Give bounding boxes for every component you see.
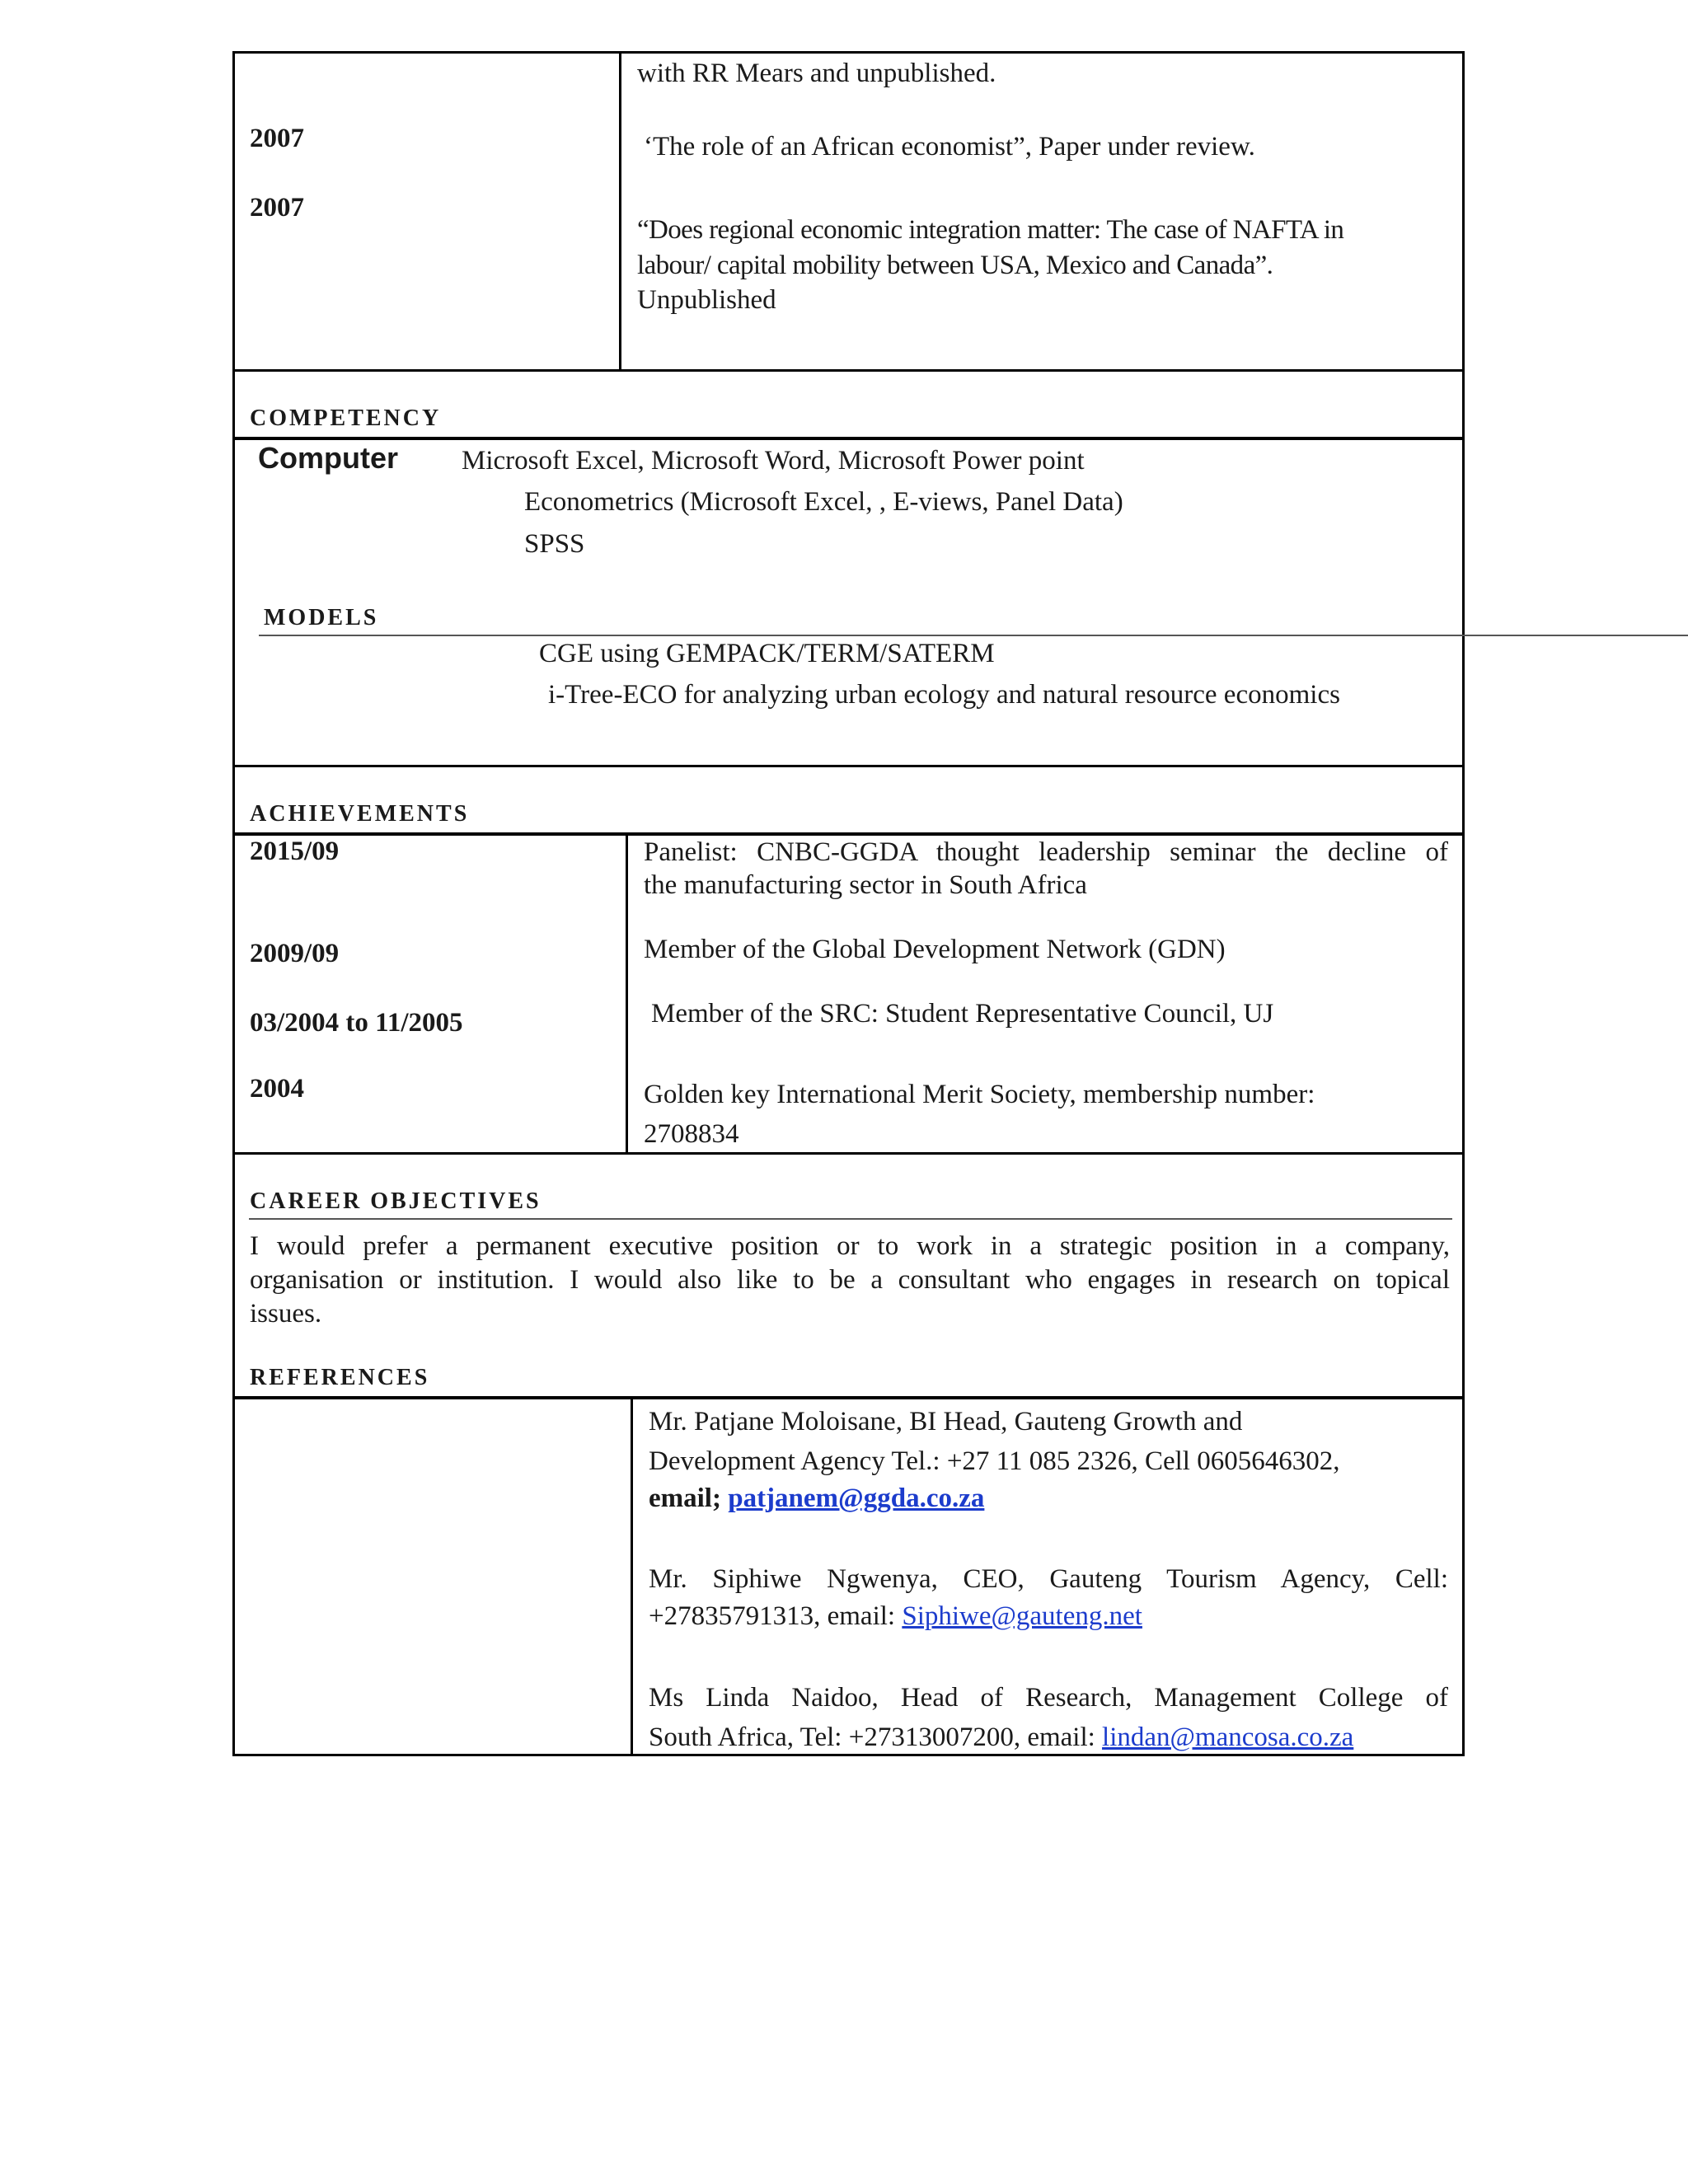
email-link[interactable]: Siphiwe@gauteng.net [902,1601,1142,1631]
computer-skill: Econometrics (Microsoft Excel, , E-views, Panel Data) [524,487,1123,517]
table-border-top [232,51,1465,54]
achievement-text: Member of the SRC: Student Representative Council, UJ [651,999,1274,1029]
section-border-left [232,1152,235,1399]
computer-skill: SPSS [524,529,585,559]
table-border-bottom [232,369,1465,372]
objective-text: issues. [250,1299,322,1329]
achievement-date: 2015/09 [250,837,340,866]
publication-title: labour/ capital mobility between USA, Mexico and Canada”. [637,251,1273,280]
publication-title: “Does regional economic integration matter: The case of NAFTA in [637,215,1344,245]
column-divider [626,834,628,1154]
publication-continued-text: with RR Mears and unpublished. [637,59,996,88]
achievement-text: 2708834 [644,1119,739,1149]
section-divider [232,1152,1465,1155]
table-border-left [232,51,235,371]
reference-text: South Africa, Tel: +27313007200, email: [649,1722,1103,1752]
publication-title: ‘The role of an African economist”, Paper under review. [644,132,1255,162]
table-border-left [232,1398,235,1756]
achievement-text: the manufacturing sector in South Africa [644,870,1087,900]
computer-label: Computer [258,441,398,475]
reference-email-line [649,1720,1353,1755]
section-border-left [232,369,235,769]
column-divider [619,51,621,371]
section-border-right [1462,369,1465,769]
computer-skill: Microsoft Excel, Microsoft Word, Microsoft Power point [462,446,1085,476]
model-item: i-Tree-ECO for analyzing urban ecology and natural resource economics [548,680,1340,710]
objective-text: organisation or institution. I would also like to be a consultant who engages in research on topical [250,1265,1450,1295]
section-heading: REFERENCES [250,1365,430,1390]
email-label: email; [649,1483,729,1513]
email-link[interactable]: patjanem@ggda.co.za [728,1483,985,1513]
section-border-left [232,765,235,1154]
section-divider [232,765,1465,767]
model-item: CGE using GEMPACK/TERM/SATERM [539,639,995,668]
heading-underline [232,1396,1465,1399]
email-link[interactable]: lindan@mancosa.co.za [1102,1722,1354,1752]
publication-year: 2007 [250,124,304,153]
models-heading: MODELS [264,605,379,630]
objective-text: I would prefer a permanent executive position or to work in a strategic position in a company, [250,1231,1450,1261]
reference-text: +27835791313, email: [649,1601,903,1631]
section-heading: CAREER OBJECTIVES [250,1188,542,1214]
achievement-date: 03/2004 to 11/2005 [250,1008,463,1038]
table-border-right [1462,51,1465,371]
column-divider [631,1398,633,1756]
table-border-right [1462,1398,1465,1756]
reference-email-line [649,1481,984,1516]
achievement-text: Golden key International Merit Society, membership number: [644,1080,1315,1109]
section-heading: COMPETENCY [250,405,442,431]
reference-text: Development Agency Tel.: +27 11 085 2326, Cell 0605646302, [649,1446,1340,1476]
section-border-right [1462,1152,1465,1399]
heading-underline [232,437,1465,440]
achievement-text: Member of the Global Development Network (GDN) [644,935,1226,964]
achievement-date: 2009/09 [250,939,340,968]
heading-underline [249,1218,1452,1220]
reference-email-line [649,1599,1142,1633]
achievement-text: Panelist: CNBC-GGDA thought leadership seminar the decline of [644,837,1448,867]
reference-text: Ms Linda Naidoo, Head of Research, Management College of [649,1683,1448,1713]
section-heading: ACHIEVEMENTS [250,801,470,827]
reference-text: Mr. Patjane Moloisane, BI Head, Gauteng Growth and [649,1407,1243,1436]
section-border-right [1462,765,1465,1154]
reference-text: Mr. Siphiwe Ngwenya, CEO, Gauteng Tourism Agency, Cell: [649,1564,1448,1594]
publication-title: Unpublished [637,285,776,315]
achievement-date: 2004 [250,1074,304,1104]
publication-year: 2007 [250,193,304,223]
